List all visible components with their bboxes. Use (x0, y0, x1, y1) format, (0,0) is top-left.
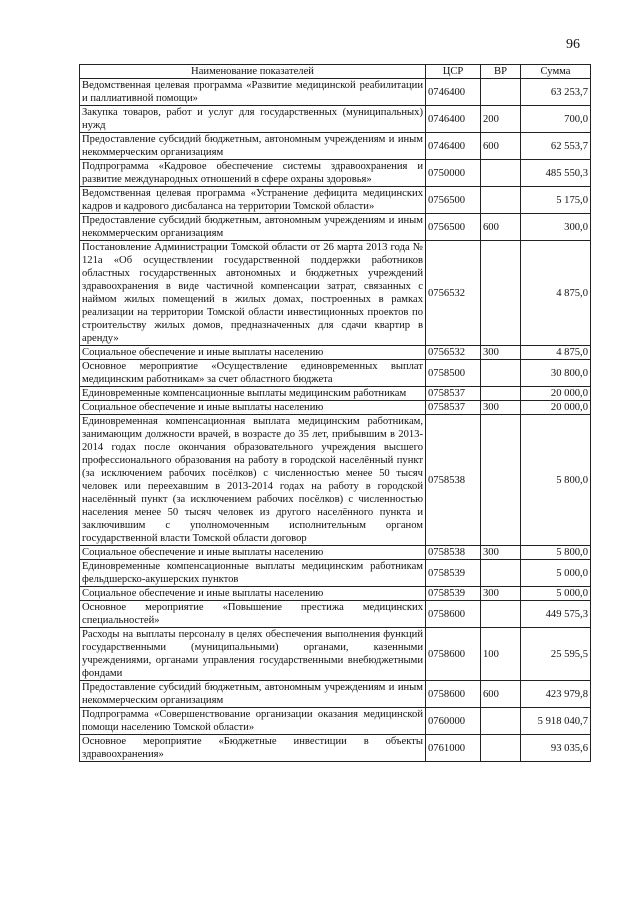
table-row (80, 708, 591, 735)
row-csr-cell: 0758539 (426, 560, 481, 587)
row-name-cell: Расходы на выплаты персоналу в целях обеспечения выполнения функций государственными (муниципальными) органами, казенными учреждениями, органами управления государственными внебюджетными фондами (80, 628, 426, 681)
row-sum-cell: 20 000,0 (521, 401, 591, 415)
row-csr-cell: 0746400 (426, 106, 481, 133)
table-row (80, 160, 591, 187)
row-sum-cell: 20 000,0 (521, 387, 591, 401)
table-row (80, 133, 591, 160)
row-sum-cell: 700,0 (521, 106, 591, 133)
table-row (80, 241, 591, 346)
row-csr-cell: 0746400 (426, 79, 481, 106)
table-row (80, 187, 591, 214)
row-vr-cell (481, 415, 521, 546)
row-name-cell: Основное мероприятие «Бюджетные инвестиции в объекты здравоохранения» (80, 735, 426, 762)
row-sum-cell: 63 253,7 (521, 79, 591, 106)
row-vr-cell: 300 (481, 401, 521, 415)
row-csr-cell: 0746400 (426, 133, 481, 160)
row-sum-cell: 4 875,0 (521, 346, 591, 360)
row-name-cell: Постановление Администрации Томской области от 26 марта 2013 года № 121а «Об осуществлении государственной поддержки работников областных государственных автономных и бюджетных учреждений здравоохранения в виде частичной компенсации затрат, связанных с наймом жилых помещений в жилых домах, построенных в рамках реализации на территории Томской области инвестиционных проектов по строительству жилых домов, предназначенных для сдачи квартир в аренду» (80, 241, 426, 346)
row-name-cell: Социальное обеспечение и иные выплаты населению (80, 401, 426, 415)
row-name-cell: Единовременные компенсационные выплаты медицинским работникам фельдшерско-акушерских пунктов (80, 560, 426, 587)
row-name-cell: Предоставление субсидий бюджетным, автономным учреждениям и иным некоммерческим организациям (80, 214, 426, 241)
row-name-cell: Предоставление субсидий бюджетным, автономным учреждениям и иным некоммерческим организациям (80, 133, 426, 160)
header-vr: ВР (481, 65, 521, 79)
row-vr-cell: 600 (481, 214, 521, 241)
row-sum-cell: 25 595,5 (521, 628, 591, 681)
table-row (80, 415, 591, 546)
row-vr-cell (481, 708, 521, 735)
table-row (80, 587, 591, 601)
row-vr-cell: 600 (481, 681, 521, 708)
row-vr-cell (481, 160, 521, 187)
row-sum-cell: 62 553,7 (521, 133, 591, 160)
table-row (80, 346, 591, 360)
row-sum-cell: 449 575,3 (521, 601, 591, 628)
row-name-cell: Подпрограмма «Кадровое обеспечение системы здравоохранения и развитие международных отношений в сфере охраны здоровья» (80, 160, 426, 187)
row-vr-cell: 300 (481, 346, 521, 360)
row-name-cell: Ведомственная целевая программа «Устранение дефицита медицинских кадров и кадрового дисбаланса на территории Томской области» (80, 187, 426, 214)
row-csr-cell: 0758600 (426, 681, 481, 708)
table-row (80, 401, 591, 415)
row-name-cell: Подпрограмма «Совершенствование организации оказания медицинской помощи населению Томской области» (80, 708, 426, 735)
row-csr-cell: 0758600 (426, 601, 481, 628)
row-sum-cell: 5 000,0 (521, 587, 591, 601)
row-csr-cell: 0758538 (426, 546, 481, 560)
row-vr-cell (481, 360, 521, 387)
row-csr-cell: 0758537 (426, 401, 481, 415)
row-sum-cell: 5 800,0 (521, 546, 591, 560)
row-sum-cell: 300,0 (521, 214, 591, 241)
row-sum-cell: 485 550,3 (521, 160, 591, 187)
header-name: Наименование показателей (80, 65, 426, 79)
row-vr-cell (481, 560, 521, 587)
row-name-cell: Закупка товаров, работ и услуг для государственных (муниципальных) нужд (80, 106, 426, 133)
row-vr-cell: 100 (481, 628, 521, 681)
row-vr-cell (481, 735, 521, 762)
row-name-cell: Социальное обеспечение и иные выплаты населению (80, 587, 426, 601)
row-csr-cell: 0758537 (426, 387, 481, 401)
header-sum: Сумма (521, 65, 591, 79)
row-vr-cell: 600 (481, 133, 521, 160)
row-sum-cell: 4 875,0 (521, 241, 591, 346)
row-sum-cell: 93 035,6 (521, 735, 591, 762)
row-vr-cell (481, 79, 521, 106)
table-row (80, 546, 591, 560)
table-row (80, 214, 591, 241)
row-vr-cell: 300 (481, 587, 521, 601)
row-name-cell: Единовременные компенсационные выплаты медицинским работникам (80, 387, 426, 401)
table-row (80, 360, 591, 387)
row-csr-cell: 0760000 (426, 708, 481, 735)
row-name-cell: Социальное обеспечение и иные выплаты населению (80, 346, 426, 360)
row-csr-cell: 0761000 (426, 735, 481, 762)
row-sum-cell: 5 175,0 (521, 187, 591, 214)
table-row (80, 560, 591, 587)
row-name-cell: Единовременная компенсационная выплата медицинским работникам, занимающим должности врачей, в возрасте до 35 лет, прибывшим в 2013-2014 годах после окончания образовательного учреждения высшего профессионального образования на работу в городской населённый пункт (за исключением рабочих посёлков) с численностью менее 50 тысяч человек или переехавшим в 2013-2014 годах на работу в городской населённый пункт (за исключением рабочих посёлков) с численностью населения менее 50 тысяч человек из другого населённого пункта и заключившим с уполномоченным исполнительным органом государственной власти Томской области договор (80, 415, 426, 546)
row-csr-cell: 0750000 (426, 160, 481, 187)
row-csr-cell: 0758538 (426, 415, 481, 546)
row-csr-cell: 0756500 (426, 187, 481, 214)
table-header-row (80, 65, 591, 79)
row-vr-cell (481, 387, 521, 401)
table-row (80, 735, 591, 762)
row-name-cell: Ведомственная целевая программа «Развитие медицинской реабилитации и паллиативной помощи» (80, 79, 426, 106)
row-csr-cell: 0756532 (426, 241, 481, 346)
row-csr-cell: 0756532 (426, 346, 481, 360)
row-csr-cell: 0758500 (426, 360, 481, 387)
table-row (80, 628, 591, 681)
row-sum-cell: 5 000,0 (521, 560, 591, 587)
row-name-cell: Предоставление субсидий бюджетным, автономным учреждениям и иным некоммерческим организациям (80, 681, 426, 708)
table-row (80, 601, 591, 628)
row-csr-cell: 0758600 (426, 628, 481, 681)
table-row (80, 387, 591, 401)
row-sum-cell: 5 918 040,7 (521, 708, 591, 735)
table-row (80, 106, 591, 133)
row-csr-cell: 0758539 (426, 587, 481, 601)
budget-table (79, 64, 591, 762)
row-name-cell: Социальное обеспечение и иные выплаты населению (80, 546, 426, 560)
table-row (80, 681, 591, 708)
row-name-cell: Основное мероприятие «Осуществление единовременных выплат медицинским работникам» за счет областного бюджета (80, 360, 426, 387)
table-row (80, 79, 591, 106)
row-vr-cell (481, 241, 521, 346)
row-name-cell: Основное мероприятие «Повышение престижа медицинских специальностей» (80, 601, 426, 628)
row-vr-cell: 300 (481, 546, 521, 560)
row-vr-cell: 200 (481, 106, 521, 133)
page-number: 96 (566, 37, 580, 52)
row-sum-cell: 30 800,0 (521, 360, 591, 387)
header-csr: ЦСР (426, 65, 481, 79)
row-sum-cell: 5 800,0 (521, 415, 591, 546)
row-csr-cell: 0756500 (426, 214, 481, 241)
row-sum-cell: 423 979,8 (521, 681, 591, 708)
row-vr-cell (481, 187, 521, 214)
row-vr-cell (481, 601, 521, 628)
